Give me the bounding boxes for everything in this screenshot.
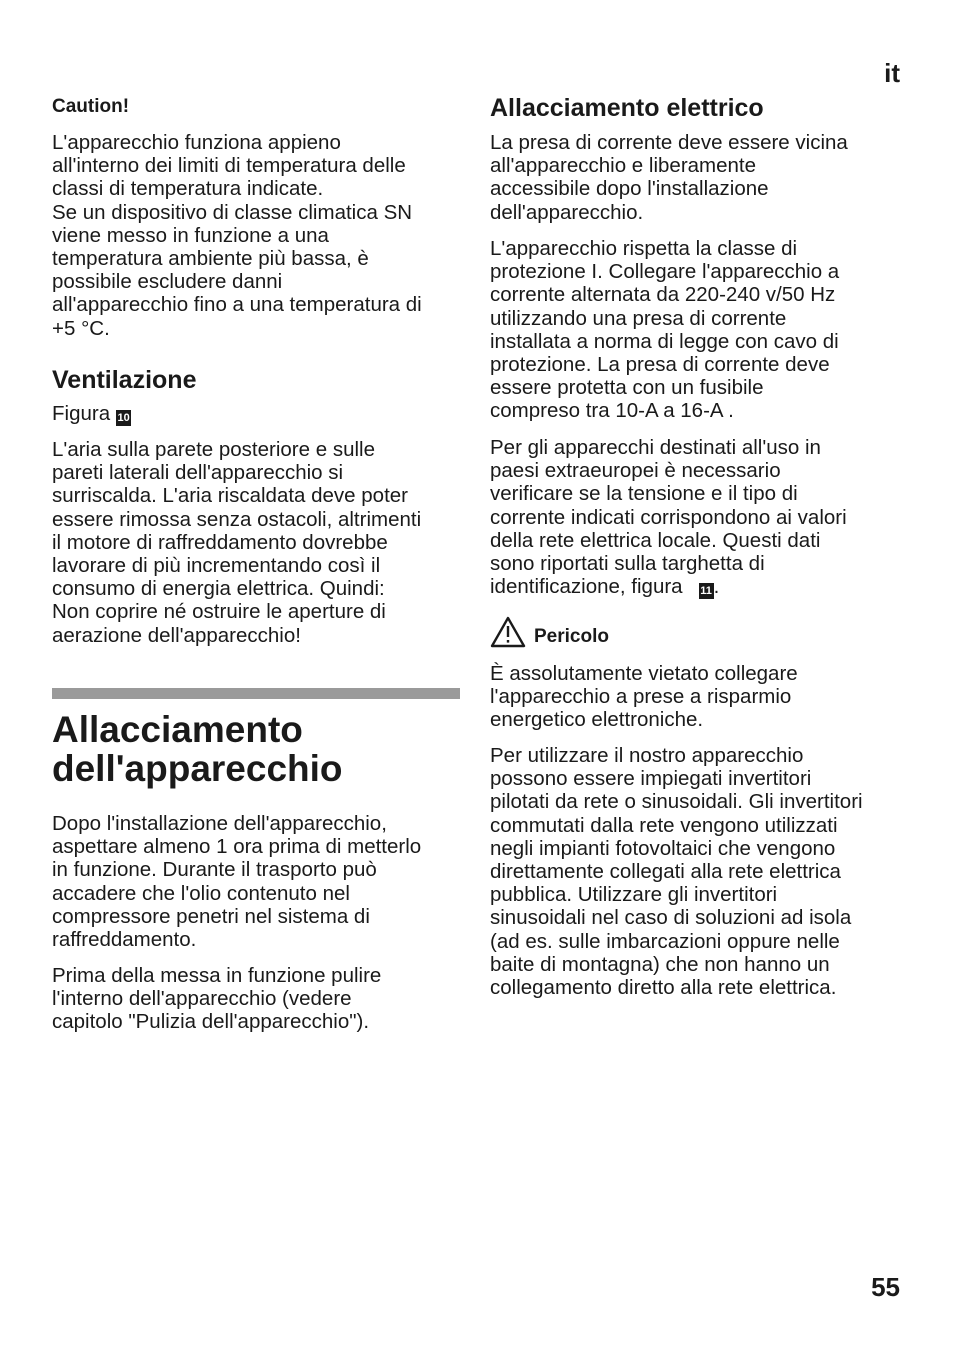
- electric-paragraph-2: [490, 237, 839, 423]
- text-line: verificare se la tensione e il tipo di: [490, 482, 798, 506]
- ventilazione-heading: Ventilazione: [52, 366, 197, 394]
- text-line: L'apparecchio funziona appieno: [52, 131, 341, 154]
- text-line: collegamento diretto alla rete elettrica.: [490, 976, 837, 1000]
- text-line: Non coprire né ostruire le aperture di: [52, 600, 386, 624]
- text-line: in funzione. Durante il trasporto può: [52, 858, 377, 882]
- text-line: corrente alternata da 220-240 v/50 Hz: [490, 283, 836, 307]
- figure-number-badge: 10: [117, 412, 130, 424]
- text-line: capitolo "Pulizia dell'apparecchio").: [52, 1010, 370, 1034]
- page-number: 55: [871, 1272, 900, 1302]
- text-line: aerazione dell'apparecchio!: [52, 623, 301, 647]
- text-line: essere protetta con un fusibile: [490, 376, 764, 400]
- ventilazione-text: [52, 438, 421, 647]
- text-line: accessibile dopo l'installazione: [490, 177, 769, 201]
- text-line: Se un dispositivo di classe climatica SN: [52, 200, 413, 224]
- text-line: pubblica. Utilizzare gli invertitori: [490, 883, 778, 907]
- text-line: sinusoidali nel caso di soluzioni ad isola: [490, 906, 852, 930]
- text-line: possibile escludere danni: [52, 270, 283, 294]
- text-line: protezione I. Collegare l'apparecchio a: [490, 260, 840, 284]
- text-line: energetico elettroniche.: [490, 708, 704, 732]
- figure-number-badge: 11: [700, 585, 712, 598]
- text-line: classi di temperatura indicate.: [52, 177, 324, 201]
- figura-reference: [52, 402, 131, 426]
- text-line: sono riportati sulla targhetta di: [490, 552, 765, 576]
- text-line: corrente indicati corrispondono ai valori: [490, 505, 847, 529]
- text-line: paesi extraeuropei è necessario: [490, 459, 781, 483]
- text-line: È assolutamente vietato collegare: [490, 662, 798, 685]
- text-line: compressore penetri nel sistema di: [52, 904, 370, 928]
- text-line: installata a norma di legge con cavo di: [490, 329, 839, 353]
- warning-header: [490, 616, 609, 648]
- text-line: all'apparecchio e liberamente: [490, 154, 757, 178]
- text-line: dell'apparecchio: [52, 748, 343, 789]
- section-divider: [52, 688, 460, 699]
- cleaning-text: [52, 964, 381, 1034]
- text-line: commutati dalla rete vengono utilizzati: [490, 813, 838, 837]
- text-line: all'apparecchio fino a una temperatura di: [52, 293, 422, 317]
- text-line: temperatura ambiente più bassa, è: [52, 247, 369, 271]
- text-line: Dopo l'installazione dell'apparecchio,: [52, 812, 387, 835]
- text-line: raffreddamento.: [52, 928, 197, 952]
- figura-label: Figura: [52, 402, 111, 425]
- text-line: consumo di energia elettrica. Quindi:: [52, 577, 385, 601]
- paragraph-3-lines: [490, 436, 847, 575]
- text-line: possono essere impiegati invertitori: [490, 767, 812, 791]
- text-line: pareti laterali dell'apparecchio si: [52, 461, 344, 485]
- language-code: it: [884, 58, 900, 88]
- text-line: l'apparecchio a prese a risparmio: [490, 685, 792, 709]
- text-line: L'apparecchio rispetta la classe di: [490, 237, 798, 260]
- text-line: direttamente collegati alla rete elettrica: [490, 860, 841, 884]
- warning-title: Pericolo: [534, 626, 609, 647]
- text-line: La presa di corrente deve essere vicina: [490, 131, 848, 154]
- installation-text: [52, 812, 421, 951]
- text-line: l'interno dell'apparecchio (vedere: [52, 987, 352, 1011]
- text-line: lavorare di più incrementando così il: [52, 554, 381, 578]
- text-line: +5 °C.: [52, 316, 110, 340]
- text-line: il motore di raffreddamento dovrebbe: [52, 530, 388, 554]
- text-line: Allacciamento: [52, 709, 303, 750]
- text-line: della rete elettrica locale. Questi dati: [490, 528, 821, 552]
- text-line: Per utilizzare il nostro apparecchio: [490, 744, 804, 767]
- text-line: negli impianti fotovoltaici che vengono: [490, 836, 836, 860]
- text-line: essere rimossa senza ostacoli, altrimenti: [52, 507, 422, 531]
- electric-paragraph-1: [490, 131, 848, 224]
- text-line: utilizzando una presa di corrente: [490, 306, 787, 330]
- text-line: dell'apparecchio.: [490, 200, 644, 224]
- text-line: compreso tra 10-A a 16-A .: [490, 399, 734, 423]
- warning-paragraph-1: [490, 662, 798, 732]
- paragraph-3-last-line: [490, 575, 847, 599]
- text-line: pilotati da rete o sinusoidali. Gli invertitori: [490, 790, 863, 814]
- section-title: [52, 710, 343, 788]
- text-line: aspettare almeno 1 ora prima di metterlo: [52, 835, 422, 859]
- warning-paragraph-2: [490, 744, 863, 999]
- text-line: Per gli apparecchi destinati all'uso in: [490, 436, 821, 459]
- figure-reference-text: identificazione, figura: [490, 575, 683, 599]
- figure-reference-suffix: .: [713, 575, 720, 599]
- warning-triangle-icon: [490, 616, 526, 648]
- electric-paragraph-3: [490, 436, 847, 599]
- text-line: all'interno dei limiti di temperatura delle: [52, 154, 406, 178]
- text-line: accadere che l'olio contenuto nel: [52, 881, 350, 905]
- text-line: (ad es. sulle imbarcazioni oppure nelle: [490, 929, 840, 953]
- text-line: viene messo in funzione a una: [52, 223, 329, 247]
- text-line: L'aria sulla parete posteriore e sulle: [52, 438, 375, 461]
- caution-title: Caution!: [52, 96, 130, 117]
- text-line: surriscalda. L'aria riscaldata deve poter: [52, 484, 409, 508]
- text-line: Prima della messa in funzione pulire: [52, 964, 382, 987]
- caution-text: [52, 131, 422, 340]
- text-line: protezione. La presa di corrente deve: [490, 353, 830, 377]
- electric-heading: Allacciamento elettrico: [490, 94, 764, 122]
- text-line: baite di montagna) che non hanno un: [490, 952, 830, 976]
